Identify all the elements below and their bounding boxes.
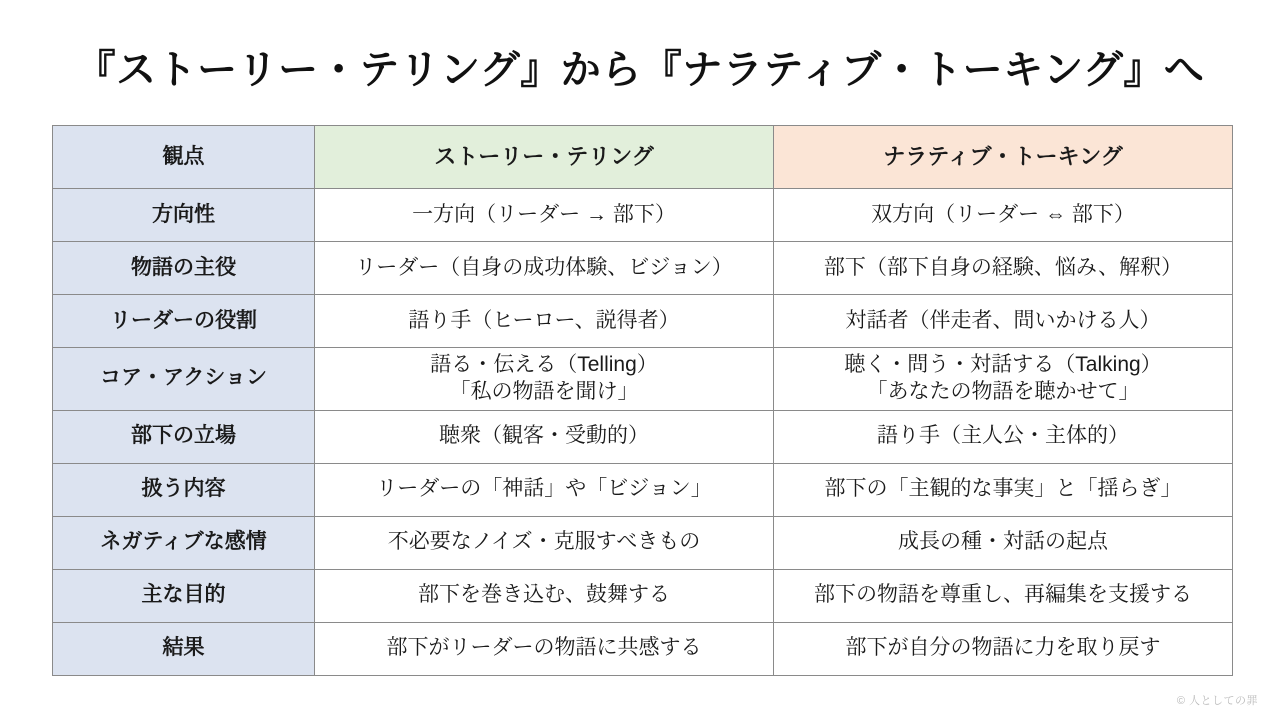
row-header-protagonist: 物語の主役 <box>53 242 315 295</box>
cell-line: 部下（部下自身の経験、悩み、解釈） <box>823 255 1183 279</box>
row-header-result: 結果 <box>53 622 315 675</box>
cell-line: 成長の種・対話の起点 <box>898 530 1108 554</box>
cell-line: リーダーの「神話」や「ビジョン」 <box>376 477 712 501</box>
footer-credit: © 人としての罪 <box>1176 695 1258 707</box>
row-header-main-purpose: 主な目的 <box>53 569 315 622</box>
cell-line: 部下を巻き込む、鼓舞する <box>418 583 670 607</box>
table-row <box>53 516 1233 569</box>
column-header-narrative-talking: ナラティブ・トーキング <box>774 126 1233 189</box>
table-row <box>53 295 1233 348</box>
table-row <box>53 622 1233 675</box>
row-header-direction: 方向性 <box>53 189 315 242</box>
cell-line: 語り手（ヒーロー、説得者） <box>408 308 680 332</box>
cell-line: 部下がリーダーの物語に共感する <box>386 636 702 660</box>
row-header-content: 扱う内容 <box>53 463 315 516</box>
table-row <box>53 242 1233 295</box>
cell-line: 部下の「主観的な事実」と「揺らぎ」 <box>824 477 1182 501</box>
cell-narrative-subordinate-position <box>774 410 1233 463</box>
cell-story-subordinate-position <box>315 410 774 463</box>
cell-line: 聴衆（観客・受動的） <box>439 424 649 448</box>
cell-line: 「私の物語を聞け」 <box>449 379 639 403</box>
table-row <box>53 410 1233 463</box>
cell-line: 部下が自分の物語に力を取り戻す <box>845 636 1161 660</box>
cell-line: リーダー（自身の成功体験、ビジョン） <box>355 255 733 279</box>
table-row <box>53 463 1233 516</box>
cell-line: 不必要なノイズ・克服すべきもの <box>387 530 701 554</box>
cell-story-result <box>315 622 774 675</box>
cell-line: 語る・伝える（Telling） <box>430 353 658 376</box>
cell-narrative-core-action <box>774 348 1233 411</box>
cell-line: 部下の物語を尊重し、再編集を支援する <box>814 583 1192 607</box>
comparison-table-container <box>52 125 1232 676</box>
table-row <box>53 569 1233 622</box>
table-row <box>53 189 1233 242</box>
cell-story-negative-emotion <box>315 516 774 569</box>
cell-line: 聴く・問う・対話する（Talking） <box>844 353 1162 376</box>
row-header-core-action: コア・アクション <box>53 348 315 411</box>
cell-narrative-leader-role <box>774 295 1233 348</box>
cell-story-direction <box>315 189 774 242</box>
table-header-row <box>53 126 1233 189</box>
cell-narrative-direction <box>774 189 1233 242</box>
cell-story-core-action <box>315 348 774 411</box>
cell-line: 語り手（主人公・主体的） <box>877 424 1129 448</box>
cell-narrative-negative-emotion <box>774 516 1233 569</box>
column-header-aspect: 観点 <box>53 126 315 189</box>
table-body <box>53 189 1233 676</box>
cell-narrative-result <box>774 622 1233 675</box>
cell-narrative-protagonist <box>774 242 1233 295</box>
row-header-leader-role: リーダーの役割 <box>53 295 315 348</box>
cell-narrative-main-purpose <box>774 569 1233 622</box>
cell-story-main-purpose <box>315 569 774 622</box>
row-header-negative-emotion: ネガティブな感情 <box>53 516 315 569</box>
table-header <box>53 126 1233 189</box>
comparison-table <box>52 125 1233 676</box>
table-row <box>53 348 1233 411</box>
page-title: 『ストーリー・テリング』から『ナラティブ・トーキング』へ <box>75 48 1205 92</box>
cell-story-protagonist <box>315 242 774 295</box>
cell-line: 「あなたの物語を聴かせて」 <box>866 379 1140 403</box>
cell-line: 双方向（リーダー ⇔ 部下） <box>871 202 1135 226</box>
cell-line: 対話者（伴走者、問いかける人） <box>845 308 1161 332</box>
column-header-storytelling: ストーリー・テリング <box>315 126 774 189</box>
cell-line: 一方向（リーダー → 部下） <box>412 202 676 226</box>
row-header-subordinate-position: 部下の立場 <box>53 410 315 463</box>
cell-story-leader-role <box>315 295 774 348</box>
cell-narrative-content <box>774 463 1233 516</box>
cell-story-content <box>315 463 774 516</box>
